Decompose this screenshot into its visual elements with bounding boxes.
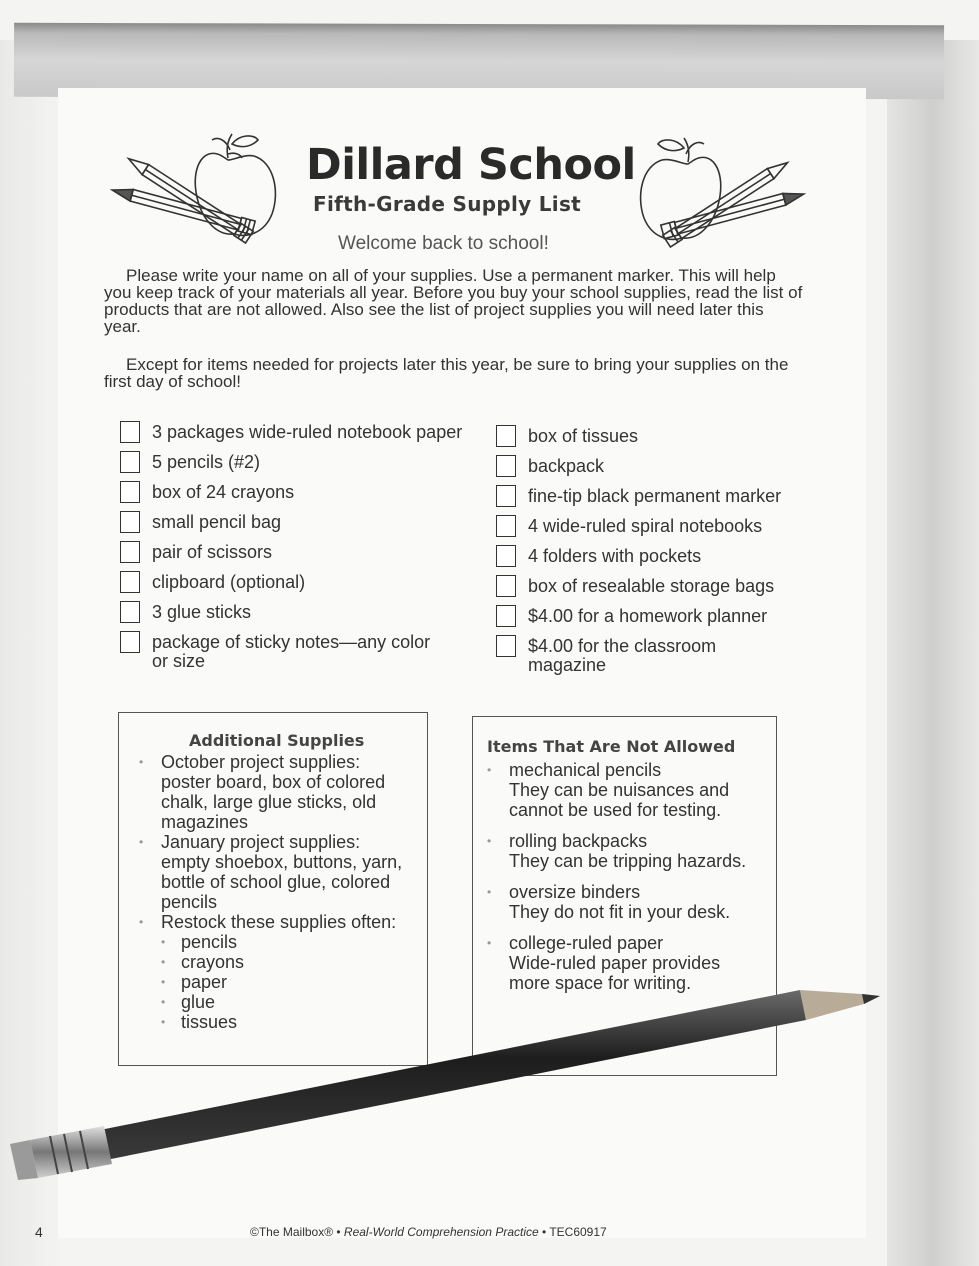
checkbox[interactable] bbox=[496, 635, 516, 657]
welcome-text: Welcome back to school! bbox=[338, 233, 549, 254]
bullet-icon: • bbox=[139, 755, 144, 769]
checklist-item-label: clipboard (optional) bbox=[152, 572, 306, 592]
bullet-icon: • bbox=[161, 955, 166, 969]
list-item bbox=[139, 912, 413, 932]
intro-paragraph-1-text: Please write your name on all of your supplies. Use a permanent marker. This will help you keep track of your materials all year. Before you buy your school supplies, read the list of products that are not allowed. Also see the list of project supplies you will need later this year. bbox=[104, 266, 803, 336]
bullet-icon: • bbox=[487, 936, 492, 950]
checklist-item[interactable] bbox=[496, 637, 796, 675]
checkbox[interactable] bbox=[120, 541, 140, 563]
checkbox[interactable] bbox=[120, 631, 140, 653]
checklist-item-label: $4.00 for a homework planner bbox=[528, 606, 768, 626]
bullet-icon: • bbox=[161, 995, 166, 1009]
list-item-text: January project supplies: empty shoebox, buttons, yarn, bottle of school glue, colored pencils bbox=[161, 832, 403, 912]
checkbox[interactable] bbox=[496, 485, 516, 507]
intro-paragraph-2 bbox=[104, 356, 804, 390]
checklist-item-label: fine-tip black permanent marker bbox=[528, 486, 782, 506]
not-allowed-item: mechanical pencils bbox=[509, 760, 662, 780]
list-item-text: Restock these supplies often: bbox=[161, 912, 397, 932]
bullet-icon: • bbox=[487, 885, 492, 899]
checklist-item-label: 3 packages wide-ruled notebook paper bbox=[152, 422, 463, 442]
additional-supplies-title: Additional Supplies bbox=[189, 731, 365, 750]
checkbox[interactable] bbox=[120, 601, 140, 623]
list-item-text: crayons bbox=[181, 952, 245, 972]
checkbox[interactable] bbox=[496, 605, 516, 627]
checklist-item-label: 4 wide-ruled spiral notebooks bbox=[528, 516, 763, 536]
checklist-item-label: 4 folders with pockets bbox=[528, 546, 702, 566]
checkbox[interactable] bbox=[496, 515, 516, 537]
pencil-photo-icon bbox=[0, 980, 979, 1180]
checklist-right bbox=[496, 427, 796, 686]
bullet-icon: • bbox=[487, 834, 492, 848]
checklist-item[interactable] bbox=[120, 543, 470, 562]
checklist-item-label: box of 24 crayons bbox=[152, 482, 295, 502]
checklist-item-label: box of tissues bbox=[528, 426, 639, 446]
intro-paragraph-2-text: Except for items needed for projects later this year, be sure to bring your supplies on the first day of school! bbox=[104, 355, 789, 391]
footer-publication: Real-World Comprehension Practice bbox=[343, 1225, 539, 1239]
checkbox[interactable] bbox=[120, 511, 140, 533]
footer-code: • TEC60917 bbox=[538, 1225, 607, 1239]
checkbox[interactable] bbox=[120, 571, 140, 593]
not-allowed-reason: They can be tripping hazards. bbox=[509, 851, 747, 871]
checklist-item[interactable] bbox=[120, 603, 470, 622]
checklist-item-label: small pencil bag bbox=[152, 512, 282, 532]
checklist-left bbox=[120, 423, 470, 682]
checkbox[interactable] bbox=[496, 545, 516, 567]
not-allowed-item: oversize binders bbox=[509, 882, 641, 902]
not-allowed-reason: They do not fit in your desk. bbox=[509, 902, 731, 922]
page-subtitle: Fifth-Grade Supply List bbox=[313, 192, 582, 216]
page-number: 4 bbox=[35, 1224, 43, 1240]
bullet-icon: • bbox=[161, 1015, 166, 1029]
bullet-icon: • bbox=[161, 935, 166, 949]
checklist-item[interactable] bbox=[120, 483, 470, 502]
list-item-text: tissues bbox=[181, 1012, 238, 1032]
checkbox[interactable] bbox=[120, 451, 140, 473]
checklist-item[interactable] bbox=[496, 577, 796, 596]
checklist-item-label: pair of scissors bbox=[152, 542, 273, 562]
checklist-item[interactable] bbox=[496, 547, 796, 566]
checkbox[interactable] bbox=[496, 455, 516, 477]
bullet-icon: • bbox=[139, 835, 144, 849]
bullet-icon: • bbox=[161, 975, 166, 989]
checklist-item[interactable] bbox=[496, 517, 796, 536]
not-allowed-reason: Wide-ruled paper provides more space for writing. bbox=[509, 953, 721, 993]
checklist-item-label: box of resealable storage bags bbox=[528, 576, 775, 596]
not-allowed-title: Items That Are Not Allowed bbox=[487, 737, 736, 756]
list-item bbox=[161, 952, 413, 972]
list-item-text: October project supplies: poster board, box of colored chalk, large glue sticks, old magazines bbox=[161, 752, 386, 832]
intro-paragraph-1 bbox=[104, 267, 804, 335]
list-item-text: glue bbox=[181, 992, 216, 1012]
list-item-text: paper bbox=[181, 972, 228, 992]
checklist-item[interactable] bbox=[496, 607, 796, 626]
footer-copyright: ©The Mailbox® • bbox=[250, 1225, 344, 1239]
not-allowed-reason: They can be nuisances and cannot be used for testing. bbox=[509, 780, 730, 820]
checklist-item[interactable] bbox=[120, 633, 470, 671]
checkbox[interactable] bbox=[496, 425, 516, 447]
list-item bbox=[487, 760, 756, 820]
page-title: Dillard School bbox=[306, 140, 636, 190]
checklist-item[interactable] bbox=[120, 423, 470, 442]
checkbox[interactable] bbox=[120, 481, 140, 503]
bullet-icon: • bbox=[139, 915, 144, 929]
checklist-item[interactable] bbox=[120, 453, 470, 472]
list-item-text: pencils bbox=[181, 932, 238, 952]
checklist-item-label: $4.00 for the classroom magazine bbox=[528, 636, 717, 675]
pencils-apple-left-icon bbox=[104, 126, 284, 246]
list-item bbox=[487, 831, 756, 871]
list-item bbox=[161, 932, 413, 952]
not-allowed-item: rolling backpacks bbox=[509, 831, 648, 851]
bullet-icon: • bbox=[487, 763, 492, 777]
checklist-item[interactable] bbox=[496, 457, 796, 476]
not-allowed-list bbox=[487, 760, 756, 993]
footer-credit bbox=[250, 1225, 607, 1239]
checklist-item-label: 5 pencils (#2) bbox=[152, 452, 261, 472]
pencils-apple-right-icon bbox=[632, 130, 812, 250]
checklist-item[interactable] bbox=[496, 427, 796, 446]
list-item bbox=[139, 832, 413, 912]
checklist-item-label: package of sticky notes—any color or size bbox=[152, 632, 431, 671]
list-item bbox=[139, 752, 413, 832]
not-allowed-item: college-ruled paper bbox=[509, 933, 664, 953]
checklist-item[interactable] bbox=[496, 487, 796, 506]
checkbox[interactable] bbox=[496, 575, 516, 597]
checklist-item-label: 3 glue sticks bbox=[152, 602, 252, 622]
checklist-item[interactable] bbox=[120, 513, 470, 532]
checkbox[interactable] bbox=[120, 421, 140, 443]
checklist-item-label: backpack bbox=[528, 456, 605, 476]
list-item bbox=[487, 882, 756, 922]
checklist-item[interactable] bbox=[120, 573, 470, 592]
